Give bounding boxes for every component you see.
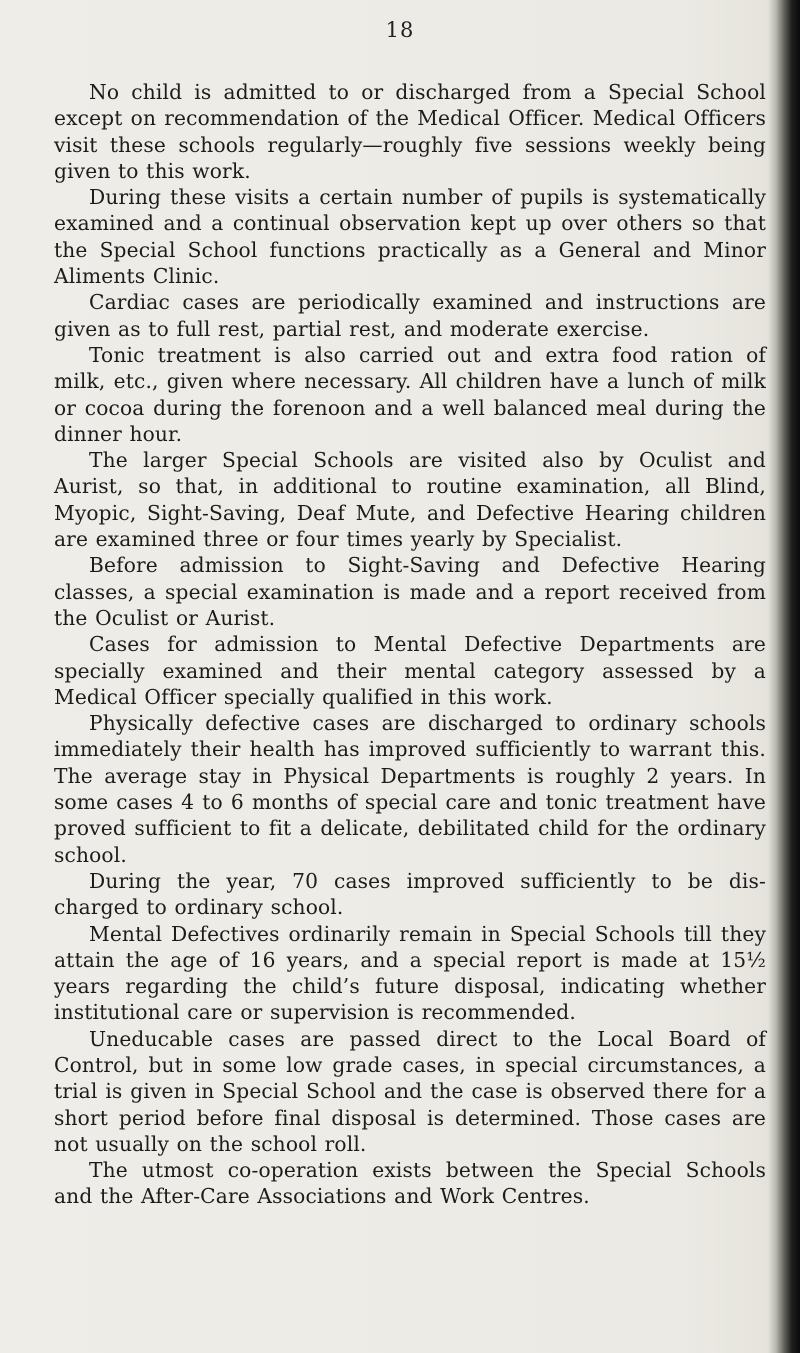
paragraph: Physically defective cases are discharged to ordinary schools immediately their health has improved sufficiently to warrant this. The average stay in Physical Departments is roughly 2 years. In some cases 4 to 6 months of special care and tonic treatment have proved sufficient to fit a delicate, debilitated child for the ordinary school. bbox=[54, 711, 766, 867]
paragraph: Before admission to Sight-Saving and Defective Hearing classes, a special examination is made and a report received from the Oculist or Aurist. bbox=[54, 553, 766, 630]
paragraph: No child is admitted to or discharged from a Special School except on recommendation of the Medical Officer. Medical Officers visit these schools regularly—roughly five sessions weekly being given to this work. bbox=[54, 80, 766, 183]
book-spine-shadow bbox=[768, 0, 800, 1353]
paragraph: The utmost co-operation exists between the Special Schools and the After-Care Associations and Work Centres. bbox=[54, 1158, 766, 1209]
paragraph: During the year, 70 cases improved sufficiently to be dis-charged to ordinary school. bbox=[54, 868, 766, 920]
page-number: 18 bbox=[385, 18, 415, 42]
paragraph: Tonic treatment is also carried out and extra food ration of milk, etc., given where necessary. All children have a lunch of milk or cocoa during the forenoon and a well balanced meal during the dinner hour. bbox=[54, 342, 766, 446]
paragraph: Cases for admission to Mental Defective Departments are specially examined and their mental category assessed by a Medical Officer specially qualified in this work. bbox=[54, 632, 766, 709]
paragraph: Uneducable cases are passed direct to the Local Board of Control, but in some low grade cases, in special circumstances, a trial is given in Special School and the case is observed there for a short period before final disposal is determined. Those cases are not usually on the school roll. bbox=[54, 1026, 766, 1156]
paragraph: Mental Defectives ordinarily remain in Special Schools till they attain the age of 16 years, and a special report is made at 15½ years regarding the child’s future disposal, indicating whether institutional care or supervision is recommended. bbox=[54, 921, 766, 1025]
paragraph: Cardiac cases are periodically examined and instructions are given as to full rest, partial rest, and moderate exercise. bbox=[54, 290, 766, 341]
paragraph: During these visits a certain number of pupils is systematically examined and a continual observation kept up over others so that the Special School functions practically as a General and Minor Aliments Clinic. bbox=[54, 185, 766, 289]
body-text bbox=[54, 79, 766, 1210]
paragraph: The larger Special Schools are visited also by Oculist and Aurist, so that, in additional to routine examination, all Blind, Myopic, Sight-Saving, Deaf Mute, and Defective Hearing children are examined three or four times yearly by Specialist. bbox=[54, 448, 766, 552]
